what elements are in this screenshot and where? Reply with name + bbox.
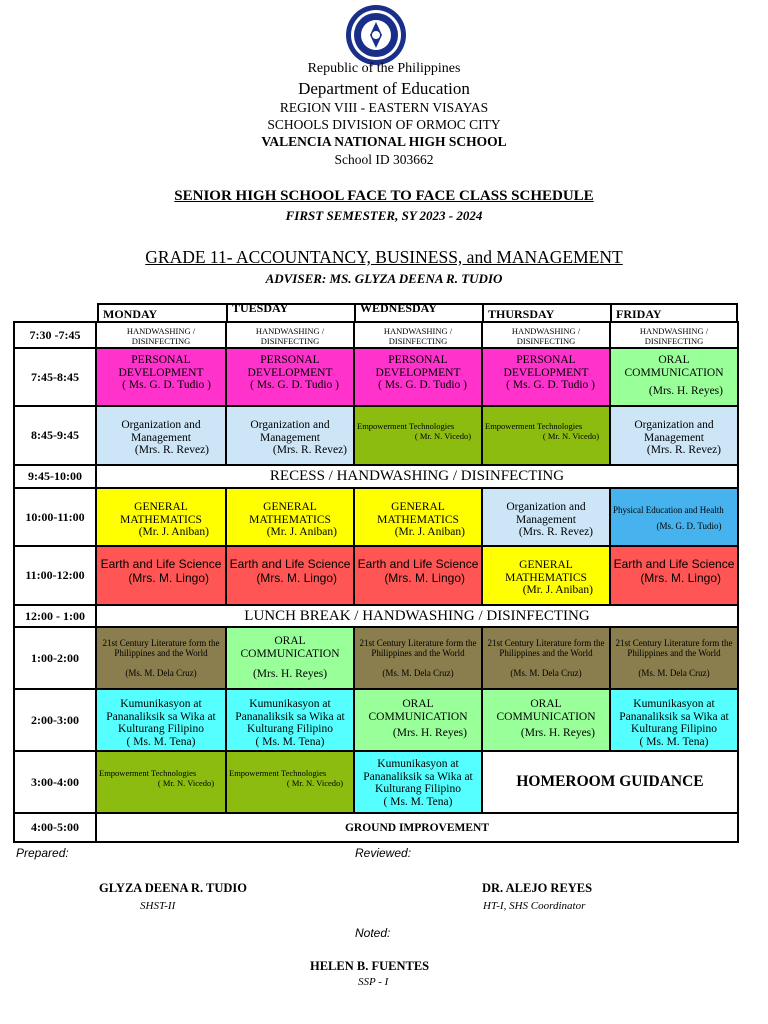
class-cell: ORAL COMMUNICATION (Mrs. H. Reyes) <box>354 689 482 751</box>
reviewed-label: Reviewed: <box>355 846 412 860</box>
time-slot: 11:00-12:00 <box>14 546 96 605</box>
class-cell: Earth and Life Science (Mrs. M. Lingo) <box>226 546 354 605</box>
class-cell: Empowerment Technologies ( Mr. N. Vicedo) <box>96 751 226 813</box>
noter-name: HELEN B. FUENTES <box>310 959 430 973</box>
semester-line: FIRST SEMESTER, SY 2023 - 2024 <box>285 208 483 223</box>
class-cell: Organization and Management (Mrs. R. Revez) <box>96 406 226 465</box>
division-line: SCHOOLS DIVISION OF ORMOC CITY <box>267 117 501 132</box>
school-name: VALENCIA NATIONAL HIGH SCHOOL <box>261 134 507 149</box>
class-cell: Organization and Management (Mrs. R. Revez) <box>610 406 738 465</box>
deped-seal-icon <box>345 4 407 66</box>
day-header-friday: FRIDAY <box>610 303 738 321</box>
time-slot: 4:00-5:00 <box>14 813 96 842</box>
preparer-role: SHST-II <box>140 900 176 912</box>
class-cell: Empowerment Technologies ( Mr. N. Vicedo) <box>482 406 610 465</box>
class-cell: Kumunikasyon at Pananaliksik sa Wika at Kulturang Filipino ( Ms. M. Tena) <box>610 689 738 751</box>
class-cell: GENERAL MATHEMATICS (Mr. J. Aniban) <box>482 546 610 605</box>
school-id: School ID 303662 <box>334 152 434 167</box>
handwashing-cell: HANDWASHING / DISINFECTING <box>482 322 610 348</box>
class-cell: GENERAL MATHEMATICS (Mr. J. Aniban) <box>96 488 226 546</box>
time-slot: 9:45-10:00 <box>14 465 96 488</box>
handwashing-cell: HANDWASHING / DISINFECTING <box>610 322 738 348</box>
handwashing-cell: HANDWASHING / DISINFECTING <box>96 322 226 348</box>
prepared-label: Prepared: <box>16 846 69 860</box>
class-cell: Physical Education and Health (Ms. G. D. Tudio) <box>610 488 738 546</box>
schedule-title: SENIOR HIGH SCHOOL FACE TO FACE CLASS SCHEDULE <box>174 188 594 204</box>
noted-label: Noted: <box>355 926 391 940</box>
adviser-line: ADVISER: MS. GLYZA DEENA R. TUDIO <box>265 271 503 286</box>
class-cell: Organization and Management (Mrs. R. Revez) <box>226 406 354 465</box>
homeroom-guidance: HOMEROOM GUIDANCE <box>482 751 738 813</box>
handwashing-cell: HANDWASHING / DISINFECTING <box>354 322 482 348</box>
class-cell: Earth and Life Science (Mrs. M. Lingo) <box>610 546 738 605</box>
class-cell: PERSONAL DEVELOPMENT ( Ms. G. D. Tudio ) <box>226 348 354 406</box>
class-cell: ORAL COMMUNICATION (Mrs. H. Reyes) <box>610 348 738 406</box>
class-cell: Organization and Management (Mrs. R. Revez) <box>482 488 610 546</box>
class-cell: 21st Century Literature form the Philippines and the World (Ms. M. Dela Cruz) <box>354 627 482 689</box>
time-slot: 7:45-8:45 <box>14 348 96 406</box>
reviewer-name: DR. ALEJO REYES <box>482 881 593 895</box>
time-slot: 12:00 - 1:00 <box>14 605 96 627</box>
preparer-name: GLYZA DEENA R. TUDIO <box>99 881 247 895</box>
class-cell: Kumunikasyon at Pananaliksik sa Wika at Kulturang Filipino ( Ms. M. Tena) <box>226 689 354 751</box>
ground-improvement: GROUND IMPROVEMENT <box>96 813 738 842</box>
time-slot: 1:00-2:00 <box>14 627 96 689</box>
region-line: REGION VIII - EASTERN VISAYAS <box>279 100 489 115</box>
class-cell: PERSONAL DEVELOPMENT ( Ms. G. D. Tudio ) <box>354 348 482 406</box>
department-line: Department of Education <box>298 79 470 98</box>
class-cell: ORAL COMMUNICATION (Mrs. H. Reyes) <box>482 689 610 751</box>
class-cell: ORAL COMMUNICATION (Mrs. H. Reyes) <box>226 627 354 689</box>
day-header-thursday: THURSDAY <box>482 303 610 321</box>
time-slot: 10:00-11:00 <box>14 488 96 546</box>
time-slot: 3:00-4:00 <box>14 751 96 813</box>
class-cell: Earth and Life Science (Mrs. M. Lingo) <box>96 546 226 605</box>
class-cell: GENERAL MATHEMATICS (Mr. J. Aniban) <box>354 488 482 546</box>
reviewer-role: HT-I, SHS Coordinator <box>483 900 586 912</box>
day-header-monday: MONDAY <box>97 303 226 321</box>
class-cell: Earth and Life Science (Mrs. M. Lingo) <box>354 546 482 605</box>
grade-strand: GRADE 11- ACCOUNTANCY, BUSINESS, and MANAGEMENT <box>145 247 623 267</box>
time-slot: 8:45-9:45 <box>14 406 96 465</box>
class-cell: 21st Century Literature form the Philippines and the World (Ms. M. Dela Cruz) <box>482 627 610 689</box>
class-cell: PERSONAL DEVELOPMENT ( Ms. G. D. Tudio ) <box>96 348 226 406</box>
class-cell: Kumunikasyon at Pananaliksik sa Wika at Kulturang Filipino ( Ms. M. Tena) <box>96 689 226 751</box>
class-cell: Empowerment Technologies ( Mr. N. Vicedo) <box>354 406 482 465</box>
handwashing-cell: HANDWASHING / DISINFECTING <box>226 322 354 348</box>
recess-banner: RECESS / HANDWASHING / DISINFECTING <box>96 465 738 488</box>
class-cell: PERSONAL DEVELOPMENT ( Ms. G. D. Tudio ) <box>482 348 610 406</box>
noter-role: SSP - I <box>358 976 389 988</box>
time-slot: 7:30 -7:45 <box>14 322 96 348</box>
class-cell: GENERAL MATHEMATICS (Mr. J. Aniban) <box>226 488 354 546</box>
class-cell: Empowerment Technologies ( Mr. N. Vicedo) <box>226 751 354 813</box>
time-slot: 2:00-3:00 <box>14 689 96 751</box>
day-header-wednesday: WEDNESDAY <box>354 303 482 321</box>
republic-line: Republic of the Philippines <box>307 61 461 76</box>
day-header-tuesday: TUESDAY <box>226 303 354 321</box>
lunch-banner: LUNCH BREAK / HANDWASHING / DISINFECTING <box>96 605 738 627</box>
class-cell: 21st Century Literature form the Philippines and the World (Ms. M. Dela Cruz) <box>96 627 226 689</box>
class-cell: Kumunikasyon at Pananaliksik sa Wika at Kulturang Filipino ( Ms. M. Tena) <box>354 751 482 813</box>
class-cell: 21st Century Literature form the Philippines and the World (Ms. M. Dela Cruz) <box>610 627 738 689</box>
